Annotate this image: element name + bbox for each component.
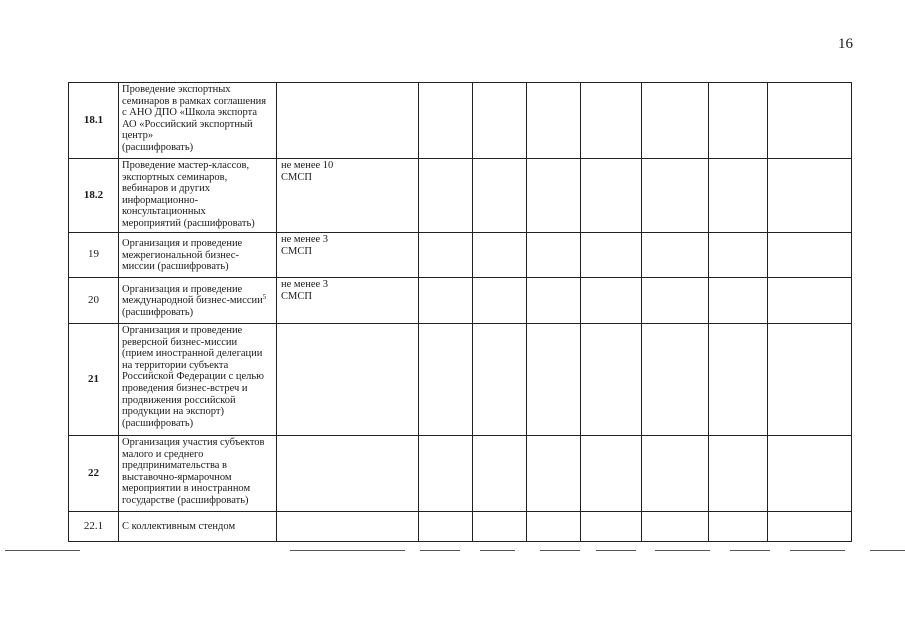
measure-description [119, 436, 277, 512]
description-line: Проведение мастер-классов, [122, 160, 250, 171]
description-line: Организация и проведение [122, 325, 243, 336]
empty-cell [709, 159, 768, 233]
description-line: миссии (расшифровать) [122, 261, 229, 273]
description-line: (расшифровать) [122, 141, 194, 153]
description-line: АО «Российский экспортный [122, 118, 253, 130]
empty-cell [527, 512, 581, 542]
empty-cell [419, 233, 473, 278]
description-line: проведения бизнес-встреч и [122, 382, 248, 394]
empty-cell [768, 324, 852, 436]
footnote-marker: 5 [262, 293, 267, 302]
empty-cell [709, 233, 768, 278]
empty-cell [709, 512, 768, 542]
description-line: предпринимательства в [122, 460, 228, 472]
target-line: не менее 3 [281, 234, 329, 245]
target-value [277, 436, 419, 512]
empty-cell [473, 83, 527, 159]
table-row [69, 512, 852, 542]
table-row [69, 233, 852, 278]
description-line: семинаров в рамках соглашения [122, 95, 267, 107]
empty-cell [768, 512, 852, 542]
table-row [69, 436, 852, 512]
footer-dash-line [0, 550, 905, 554]
description-line: С коллективным стендом [122, 521, 236, 533]
row-number: 22 [69, 436, 119, 512]
description-line: мероприятий (расшифровать) [122, 217, 255, 229]
target-line: СМСП [281, 171, 312, 183]
empty-cell [642, 159, 709, 233]
description-line: информационно- [122, 194, 199, 206]
target-value [277, 512, 419, 542]
empty-cell [473, 512, 527, 542]
description-line: на территории субъекта [122, 359, 229, 371]
description-line: межрегиональной бизнес- [122, 249, 239, 261]
description-line: малого и среднего [122, 448, 204, 460]
target-value [277, 83, 419, 159]
empty-cell [419, 512, 473, 542]
row-number: 18.1 [69, 83, 119, 159]
description-line: продукции на экспорт) [122, 406, 224, 418]
measures-table [68, 82, 852, 542]
empty-cell [709, 83, 768, 159]
empty-cell [642, 436, 709, 512]
description-line: Российской Федерации с целью [122, 371, 265, 383]
target-line: не менее 3 [281, 279, 329, 290]
empty-cell [527, 278, 581, 324]
empty-cell [581, 324, 642, 436]
empty-cell [709, 278, 768, 324]
empty-cell [709, 324, 768, 436]
description-line: Проведение экспортных [122, 84, 231, 95]
empty-cell [527, 83, 581, 159]
empty-cell [419, 83, 473, 159]
empty-cell [527, 324, 581, 436]
description-line: продвижения российской [122, 394, 236, 406]
empty-cell [419, 159, 473, 233]
description-line: Организация и проведение [122, 283, 243, 295]
empty-cell [581, 159, 642, 233]
measure-description [119, 278, 277, 324]
description-line: международной бизнес-миссии$^5$ [122, 293, 267, 307]
description-line: консультационных [122, 206, 206, 218]
target-value [277, 233, 419, 278]
description-line: центр» [122, 130, 154, 142]
empty-cell [768, 436, 852, 512]
empty-cell [642, 83, 709, 159]
row-number: 18.2 [69, 159, 119, 233]
description-line: экспортных семинаров, [122, 171, 228, 183]
target-line: СМСП [281, 290, 312, 302]
empty-cell [768, 159, 852, 233]
empty-cell [473, 278, 527, 324]
empty-cell [419, 436, 473, 512]
empty-cell [581, 83, 642, 159]
measure-description [119, 324, 277, 436]
row-number: 20 [69, 278, 119, 324]
empty-cell [419, 324, 473, 436]
description-line: (расшифровать) [122, 306, 194, 318]
empty-cell [709, 436, 768, 512]
empty-cell [527, 436, 581, 512]
target-value [277, 278, 419, 324]
row-number: 21 [69, 324, 119, 436]
measure-description [119, 159, 277, 233]
empty-cell [419, 278, 473, 324]
empty-cell [527, 159, 581, 233]
empty-cell [527, 233, 581, 278]
table-row [69, 83, 852, 159]
empty-cell [642, 233, 709, 278]
empty-cell [581, 512, 642, 542]
empty-cell [642, 324, 709, 436]
empty-cell [473, 159, 527, 233]
empty-cell [473, 436, 527, 512]
target-value [277, 324, 419, 436]
empty-cell [581, 436, 642, 512]
table-row [69, 278, 852, 324]
description-line: Организация участия субъектов [122, 437, 265, 448]
empty-cell [768, 278, 852, 324]
table-row [69, 324, 852, 436]
empty-cell [768, 83, 852, 159]
empty-cell [642, 278, 709, 324]
target-line: не менее 10 [281, 160, 334, 171]
page-number: 16 [838, 36, 853, 52]
empty-cell [473, 233, 527, 278]
description-line: выставочно-ярмарочном [122, 471, 232, 483]
measure-description [119, 512, 277, 542]
description-line: мероприятии в иностранном [122, 483, 251, 495]
measure-description [119, 83, 277, 159]
empty-cell [642, 512, 709, 542]
empty-cell [768, 233, 852, 278]
empty-cell [581, 278, 642, 324]
table-row [69, 159, 852, 233]
row-number: 22.1 [69, 512, 119, 542]
empty-cell [473, 324, 527, 436]
description-line: Организация и проведение [122, 238, 243, 250]
description-line: государстве (расшифровать) [122, 494, 249, 506]
description-line: (расшифровать) [122, 417, 194, 429]
target-line: СМСП [281, 245, 312, 257]
description-line: (прием иностранной делегации [122, 348, 263, 360]
row-number: 19 [69, 233, 119, 278]
measure-description [119, 233, 277, 278]
description-line: вебинаров и других [122, 183, 211, 195]
target-value [277, 159, 419, 233]
description-line: реверсной бизнес-миссии [122, 336, 238, 348]
description-line: с АНО ДПО «Школа экспорта [122, 107, 258, 119]
empty-cell [581, 233, 642, 278]
